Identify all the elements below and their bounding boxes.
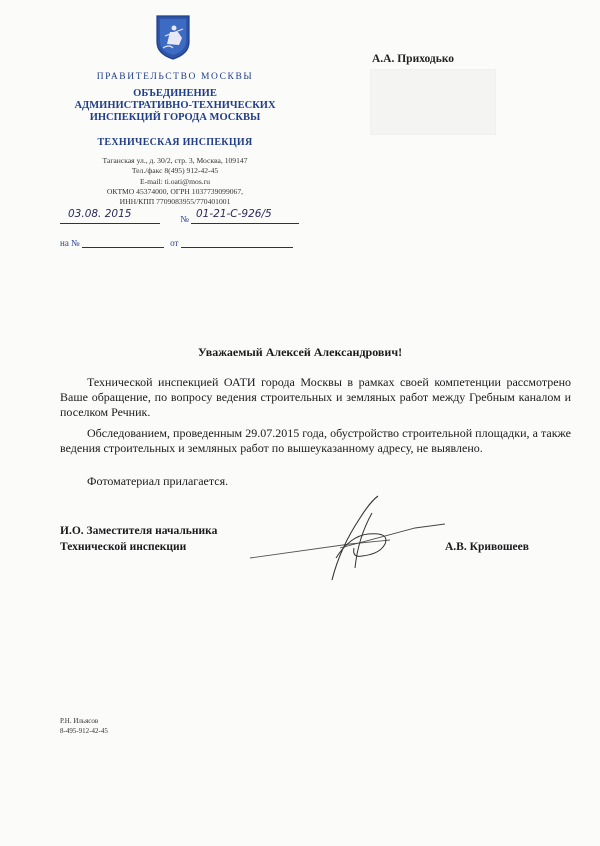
- signatory-title-line-1: И.О. Заместителя начальника: [60, 525, 218, 537]
- incoming-reference: [60, 235, 293, 248]
- number-sign: №: [180, 214, 189, 224]
- tax-codes: ИНН/КПП 7709083955/770401001: [119, 197, 231, 207]
- address: Таганская ул., д. 30/2, стр. 3, Москва, 109147: [102, 156, 248, 165]
- recipient-name: А.А. Приходько: [372, 53, 455, 65]
- signatory-title: [60, 524, 217, 555]
- handwritten-signature: [240, 488, 460, 588]
- registry-codes: ОКТМО 45374000, ОГРН 1037739099067,: [106, 186, 244, 196]
- contact-block: [50, 156, 300, 207]
- signatory-name: А.В. Кривошеев: [445, 541, 529, 553]
- paragraph-1: Технической инспекцией ОАТИ города Москвы в рамках своей компетенции рассмотрено Ваше обращение, по вопросу ведения строительных и земляных работ между Гребным каналом и поселком Речник.: [60, 375, 571, 420]
- redacted-address-area: [370, 69, 496, 135]
- executor-name: Р.Н. Ильясов: [60, 717, 99, 725]
- moscow-coat-of-arms-icon: [155, 14, 191, 60]
- org-line-3: ИНСПЕКЦИЙ ГОРОДА МОСКВЫ: [89, 112, 261, 123]
- on-number-label: на №: [60, 238, 80, 248]
- organization-name: [40, 88, 310, 124]
- signatory-title-line-2: Технической инспекции: [60, 540, 187, 553]
- outgoing-number: 01-21-С-926/5: [196, 208, 272, 220]
- outgoing-date: 03.08. 2015: [68, 208, 132, 220]
- executor-phone: 8-495-912-42-45: [60, 726, 108, 735]
- executor-footer: [60, 717, 108, 736]
- phone: Тел./факс 8(495) 912-42-45: [131, 166, 219, 176]
- paragraph-3: Фотоматериал прилагается.: [87, 474, 229, 488]
- inspection-name: ТЕХНИЧЕСКАЯ ИНСПЕКЦИЯ: [97, 137, 253, 148]
- government-name: ПРАВИТЕЛЬСТВО МОСКВЫ: [96, 72, 254, 82]
- from-label: от: [170, 238, 179, 248]
- email: E-mail: ti.oati@mos.ru: [139, 176, 211, 186]
- greeting: Уважаемый Алексей Александрович!: [197, 345, 403, 359]
- paragraph-2: Обследованием, проведенным 29.07.2015 года, обустройство строительной площадки, а также ведения строительных и земляных работ по вышеуказанному адресу, не выявлено.: [60, 426, 571, 456]
- org-line-2: АДМИНИСТРАТИВНО-ТЕХНИЧЕСКИХ: [74, 100, 276, 111]
- org-line-1: ОБЪЕДИНЕНИЕ: [133, 88, 217, 99]
